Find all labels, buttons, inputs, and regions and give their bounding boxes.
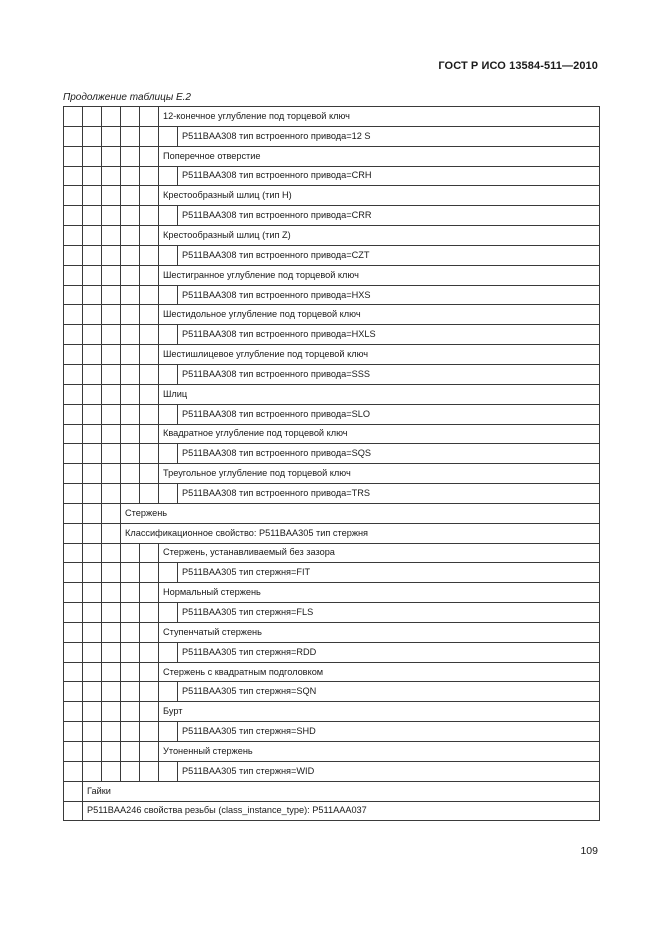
indent-cell: [83, 166, 102, 186]
table-row: [64, 484, 600, 504]
indent-cell: [102, 682, 121, 702]
indent-cell: [64, 801, 83, 821]
classification-table: [63, 106, 600, 821]
table-caption: Продолжение таблицы Е.2: [63, 92, 191, 103]
indent-cell: [102, 424, 121, 444]
table-row: [64, 424, 600, 444]
table-row: [64, 503, 600, 523]
table-row: [64, 444, 600, 464]
indent-cell: [140, 464, 159, 484]
indent-cell: [102, 642, 121, 662]
indent-cell: [64, 662, 83, 682]
row-text-cell: Шестидольное углубление под торцевой ключ: [159, 305, 600, 325]
indent-cell: [121, 464, 140, 484]
indent-cell: [159, 722, 178, 742]
indent-cell: [102, 484, 121, 504]
indent-cell: [159, 761, 178, 781]
indent-cell: [64, 206, 83, 226]
table-row: [64, 642, 600, 662]
indent-cell: [140, 642, 159, 662]
indent-cell: [64, 563, 83, 583]
indent-cell: [102, 662, 121, 682]
indent-cell: [64, 464, 83, 484]
indent-cell: [140, 583, 159, 603]
indent-cell: [121, 404, 140, 424]
table-row: [64, 682, 600, 702]
row-text-cell: Нормальный стержень: [159, 583, 600, 603]
indent-cell: [83, 563, 102, 583]
row-text-cell: Крестообразный шлиц (тип Z): [159, 226, 600, 246]
indent-cell: [159, 603, 178, 623]
row-text-cell: P511BAA308 тип встроенного привода=HXLS: [178, 325, 600, 345]
indent-cell: [121, 543, 140, 563]
indent-cell: [140, 424, 159, 444]
indent-cell: [159, 642, 178, 662]
table-row: [64, 583, 600, 603]
indent-cell: [64, 761, 83, 781]
indent-cell: [159, 285, 178, 305]
table-row: [64, 186, 600, 206]
indent-cell: [83, 484, 102, 504]
indent-cell: [102, 186, 121, 206]
indent-cell: [121, 484, 140, 504]
indent-cell: [64, 364, 83, 384]
indent-cell: [64, 107, 83, 127]
indent-cell: [83, 583, 102, 603]
indent-cell: [121, 206, 140, 226]
table-row: [64, 404, 600, 424]
indent-cell: [102, 464, 121, 484]
indent-cell: [140, 305, 159, 325]
row-text-cell: P511BAA308 тип встроенного привода=12 S: [178, 126, 600, 146]
table-row: [64, 325, 600, 345]
indent-cell: [83, 325, 102, 345]
indent-cell: [121, 444, 140, 464]
indent-cell: [64, 226, 83, 246]
indent-cell: [121, 682, 140, 702]
indent-cell: [102, 523, 121, 543]
indent-cell: [83, 722, 102, 742]
indent-cell: [140, 107, 159, 127]
row-text-cell: P511BAA308 тип встроенного привода=CRH: [178, 166, 600, 186]
indent-cell: [121, 642, 140, 662]
indent-cell: [140, 126, 159, 146]
table-row: [64, 345, 600, 365]
table-row: [64, 364, 600, 384]
indent-cell: [159, 364, 178, 384]
indent-cell: [121, 126, 140, 146]
indent-cell: [64, 622, 83, 642]
row-text-cell: Бурт: [159, 702, 600, 722]
indent-cell: [64, 186, 83, 206]
indent-cell: [83, 265, 102, 285]
indent-cell: [83, 226, 102, 246]
indent-cell: [140, 226, 159, 246]
indent-cell: [140, 722, 159, 742]
indent-cell: [140, 603, 159, 623]
indent-cell: [159, 325, 178, 345]
indent-cell: [102, 126, 121, 146]
row-text-cell: 12-конечное углубление под торцевой ключ: [159, 107, 600, 127]
indent-cell: [140, 285, 159, 305]
row-text-cell: P511BAA305 тип стержня=RDD: [178, 642, 600, 662]
indent-cell: [121, 285, 140, 305]
indent-cell: [102, 543, 121, 563]
indent-cell: [140, 325, 159, 345]
indent-cell: [64, 722, 83, 742]
indent-cell: [83, 603, 102, 623]
indent-cell: [121, 107, 140, 127]
table-row: [64, 603, 600, 623]
indent-cell: [140, 245, 159, 265]
table-row: [64, 722, 600, 742]
table-row: [64, 523, 600, 543]
indent-cell: [83, 146, 102, 166]
indent-cell: [102, 563, 121, 583]
indent-cell: [121, 603, 140, 623]
indent-cell: [121, 761, 140, 781]
document-title: ГОСТ Р ИСО 13584-511—2010: [438, 60, 598, 72]
indent-cell: [140, 543, 159, 563]
row-text-cell: Утоненный стержень: [159, 742, 600, 762]
indent-cell: [64, 603, 83, 623]
indent-cell: [83, 642, 102, 662]
indent-cell: [102, 761, 121, 781]
row-text-cell: Стержень: [121, 503, 600, 523]
indent-cell: [102, 583, 121, 603]
row-text-cell: Шестишлицевое углубление под торцевой ключ: [159, 345, 600, 365]
table-row: [64, 781, 600, 801]
indent-cell: [159, 245, 178, 265]
indent-cell: [64, 126, 83, 146]
indent-cell: [83, 543, 102, 563]
row-text-cell: Квадратное углубление под торцевой ключ: [159, 424, 600, 444]
indent-cell: [140, 563, 159, 583]
table-row: [64, 761, 600, 781]
row-text-cell: Поперечное отверстие: [159, 146, 600, 166]
row-text-cell: P511BAA308 тип встроенного привода=HXS: [178, 285, 600, 305]
indent-cell: [140, 166, 159, 186]
table-row: [64, 622, 600, 642]
table-row: [64, 285, 600, 305]
indent-cell: [102, 404, 121, 424]
indent-cell: [121, 166, 140, 186]
indent-cell: [140, 444, 159, 464]
indent-cell: [140, 662, 159, 682]
table-row: [64, 206, 600, 226]
indent-cell: [102, 166, 121, 186]
indent-cell: [140, 702, 159, 722]
indent-cell: [140, 484, 159, 504]
indent-cell: [102, 245, 121, 265]
row-text-cell: P511BAA305 тип стержня=SQN: [178, 682, 600, 702]
table-row: [64, 126, 600, 146]
indent-cell: [83, 126, 102, 146]
indent-cell: [140, 682, 159, 702]
indent-cell: [121, 226, 140, 246]
table-row: [64, 801, 600, 821]
indent-cell: [102, 702, 121, 722]
indent-cell: [102, 364, 121, 384]
indent-cell: [64, 543, 83, 563]
indent-cell: [64, 682, 83, 702]
indent-cell: [121, 265, 140, 285]
indent-cell: [102, 742, 121, 762]
indent-cell: [159, 206, 178, 226]
indent-cell: [121, 364, 140, 384]
table-row: [64, 702, 600, 722]
indent-cell: [121, 186, 140, 206]
indent-cell: [159, 166, 178, 186]
indent-cell: [102, 345, 121, 365]
row-text-cell: P511BAA246 свойства резьбы (class_instance_type): P511AAA037: [83, 801, 600, 821]
indent-cell: [102, 107, 121, 127]
row-text-cell: Треугольное углубление под торцевой ключ: [159, 464, 600, 484]
row-text-cell: Ступенчатый стержень: [159, 622, 600, 642]
indent-cell: [83, 364, 102, 384]
indent-cell: [64, 444, 83, 464]
indent-cell: [102, 285, 121, 305]
indent-cell: [83, 682, 102, 702]
row-text-cell: Классификационное свойство: P511BAA305 тип стержня: [121, 523, 600, 543]
row-text-cell: Гайки: [83, 781, 600, 801]
indent-cell: [83, 285, 102, 305]
indent-cell: [121, 742, 140, 762]
indent-cell: [83, 702, 102, 722]
table-row: [64, 305, 600, 325]
indent-cell: [140, 364, 159, 384]
indent-cell: [121, 345, 140, 365]
indent-cell: [121, 702, 140, 722]
indent-cell: [83, 523, 102, 543]
indent-cell: [83, 305, 102, 325]
indent-cell: [102, 503, 121, 523]
row-text-cell: P511BAA305 тип стержня=FLS: [178, 603, 600, 623]
indent-cell: [121, 563, 140, 583]
indent-cell: [140, 404, 159, 424]
indent-cell: [102, 146, 121, 166]
indent-cell: [83, 384, 102, 404]
indent-cell: [64, 702, 83, 722]
indent-cell: [64, 424, 83, 444]
page-number: 109: [580, 845, 598, 857]
indent-cell: [64, 781, 83, 801]
indent-cell: [64, 384, 83, 404]
row-text-cell: P511BAA305 тип стержня=SHD: [178, 722, 600, 742]
indent-cell: [64, 523, 83, 543]
indent-cell: [102, 206, 121, 226]
indent-cell: [102, 722, 121, 742]
indent-cell: [64, 325, 83, 345]
indent-cell: [121, 583, 140, 603]
indent-cell: [159, 484, 178, 504]
indent-cell: [64, 166, 83, 186]
indent-cell: [83, 206, 102, 226]
indent-cell: [159, 404, 178, 424]
indent-cell: [102, 226, 121, 246]
indent-cell: [102, 265, 121, 285]
indent-cell: [64, 305, 83, 325]
indent-cell: [64, 265, 83, 285]
indent-cell: [83, 761, 102, 781]
indent-cell: [121, 245, 140, 265]
indent-cell: [121, 622, 140, 642]
indent-cell: [140, 265, 159, 285]
row-text-cell: Стержень с квадратным подголовком: [159, 662, 600, 682]
indent-cell: [83, 107, 102, 127]
table-row: [64, 166, 600, 186]
table-row: [64, 742, 600, 762]
indent-cell: [83, 464, 102, 484]
indent-cell: [83, 424, 102, 444]
indent-cell: [121, 305, 140, 325]
indent-cell: [83, 503, 102, 523]
row-text-cell: Крестообразный шлиц (тип H): [159, 186, 600, 206]
indent-cell: [140, 345, 159, 365]
row-text-cell: P511BAA308 тип встроенного привода=TRS: [178, 484, 600, 504]
indent-cell: [64, 404, 83, 424]
indent-cell: [140, 761, 159, 781]
indent-cell: [64, 642, 83, 662]
indent-cell: [102, 384, 121, 404]
indent-cell: [159, 682, 178, 702]
indent-cell: [64, 245, 83, 265]
indent-cell: [140, 384, 159, 404]
indent-cell: [121, 722, 140, 742]
indent-cell: [102, 325, 121, 345]
table-row: [64, 226, 600, 246]
indent-cell: [140, 622, 159, 642]
indent-cell: [121, 325, 140, 345]
row-text-cell: Шестигранное углубление под торцевой ключ: [159, 265, 600, 285]
row-text-cell: P511BAA308 тип встроенного привода=SQS: [178, 444, 600, 464]
table-row: [64, 662, 600, 682]
indent-cell: [121, 146, 140, 166]
indent-cell: [83, 404, 102, 424]
indent-cell: [121, 384, 140, 404]
row-text-cell: Стержень, устанавливаемый без зазора: [159, 543, 600, 563]
indent-cell: [83, 622, 102, 642]
indent-cell: [83, 444, 102, 464]
table-row: [64, 265, 600, 285]
indent-cell: [83, 345, 102, 365]
row-text-cell: P511BAA308 тип встроенного привода=SSS: [178, 364, 600, 384]
indent-cell: [159, 126, 178, 146]
table-row: [64, 107, 600, 127]
indent-cell: [83, 662, 102, 682]
row-text-cell: P511BAA305 тип стержня=WID: [178, 761, 600, 781]
indent-cell: [102, 444, 121, 464]
row-text-cell: Шлиц: [159, 384, 600, 404]
indent-cell: [64, 146, 83, 166]
indent-cell: [102, 622, 121, 642]
indent-cell: [83, 186, 102, 206]
indent-cell: [121, 424, 140, 444]
indent-cell: [140, 206, 159, 226]
indent-cell: [64, 742, 83, 762]
row-text-cell: P511BAA305 тип стержня=FIT: [178, 563, 600, 583]
indent-cell: [140, 742, 159, 762]
indent-cell: [64, 484, 83, 504]
table-row: [64, 384, 600, 404]
indent-cell: [140, 186, 159, 206]
table-row: [64, 563, 600, 583]
indent-cell: [64, 583, 83, 603]
indent-cell: [64, 285, 83, 305]
table-row: [64, 146, 600, 166]
indent-cell: [64, 345, 83, 365]
indent-cell: [159, 563, 178, 583]
indent-cell: [83, 245, 102, 265]
table-row: [64, 464, 600, 484]
indent-cell: [102, 603, 121, 623]
indent-cell: [140, 146, 159, 166]
indent-cell: [102, 305, 121, 325]
table-row: [64, 245, 600, 265]
indent-cell: [83, 742, 102, 762]
table-row: [64, 543, 600, 563]
indent-cell: [121, 662, 140, 682]
indent-cell: [159, 444, 178, 464]
row-text-cell: P511BAA308 тип встроенного привода=CZT: [178, 245, 600, 265]
indent-cell: [64, 503, 83, 523]
row-text-cell: P511BAA308 тип встроенного привода=CRR: [178, 206, 600, 226]
row-text-cell: P511BAA308 тип встроенного привода=SLO: [178, 404, 600, 424]
